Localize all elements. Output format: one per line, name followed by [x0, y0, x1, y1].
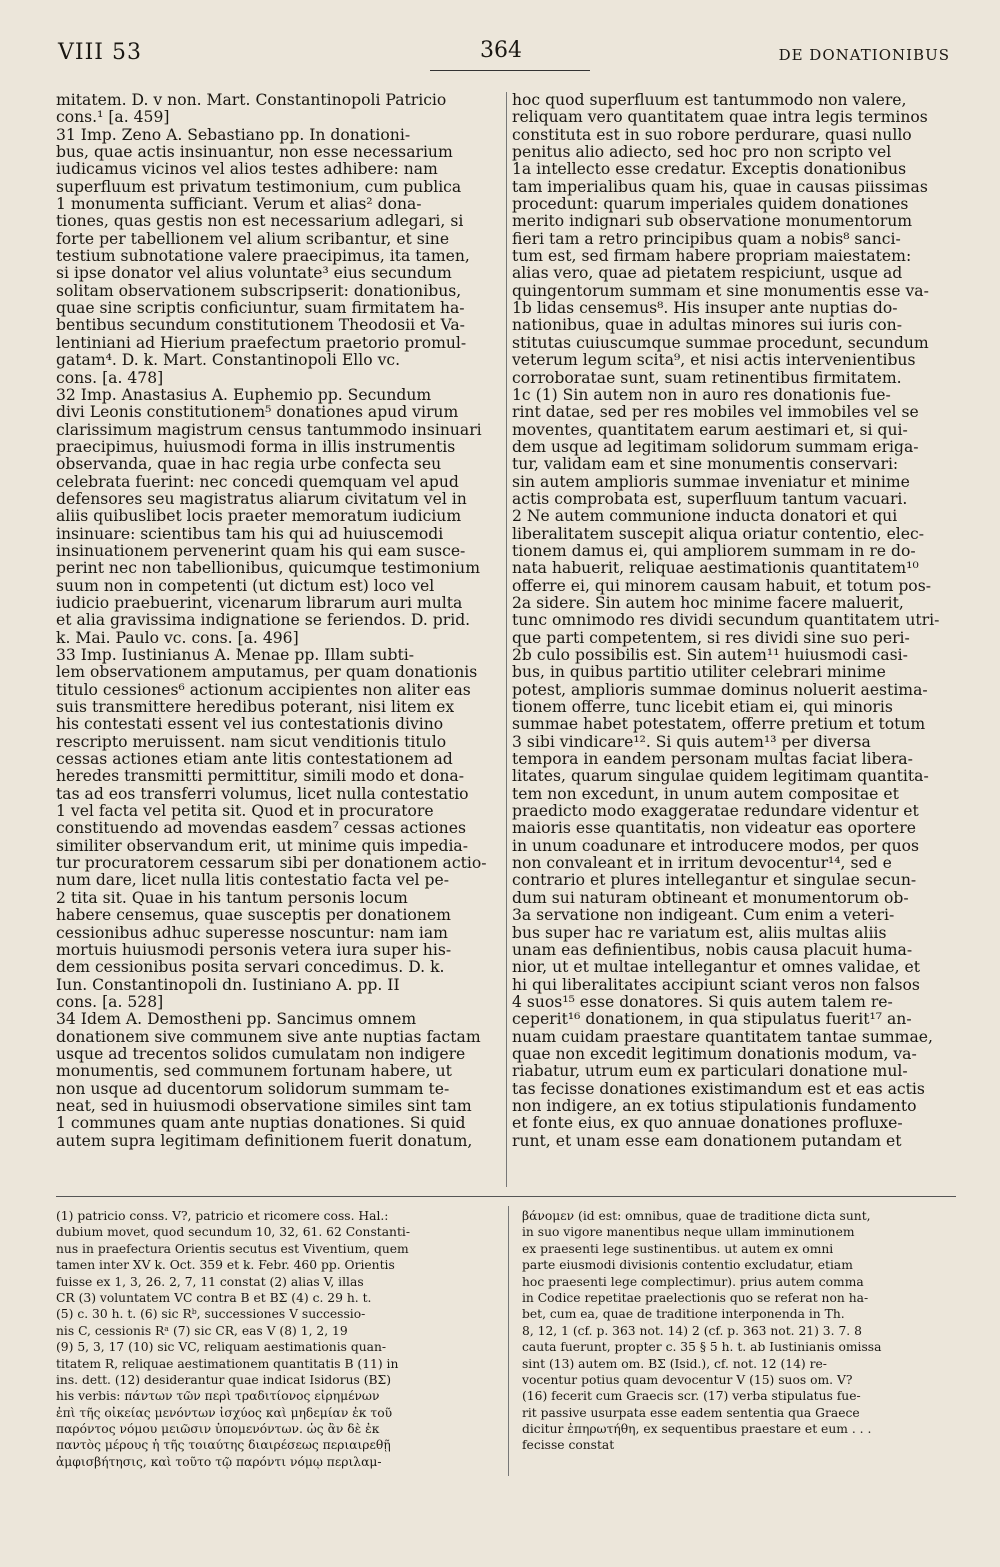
text-line: mortuis huiusmodi personis vetera iura super his- [56, 940, 452, 959]
right-text-column [512, 92, 956, 1150]
footnote-line: ins. dett. (12) desiderantur quae indicat Isidorus (BΣ) [56, 1372, 392, 1387]
text-line: 1 vel facta vel petita sit. Quod et in procuratore [56, 802, 434, 821]
text-line: litates, quarum singulae quidem legitimam quantita- [512, 767, 929, 786]
footnote-line: (9) 5, 3, 17 (10) sic VC, reliquam aestimationis quan- [56, 1340, 387, 1355]
text-line: runt, et unam esse eam donationem putandam et [512, 1131, 902, 1150]
footnote-divider [508, 1206, 509, 1476]
footnote-line: dicitur ἐπηρωτήθη, ex sequentibus praestare et eum . . . [522, 1422, 872, 1437]
footnote-line: in suo vigore manentibus neque ullam imminutionem [522, 1225, 855, 1240]
footnote-line: cauta fuerunt, propter c. 35 § 5 h. t. ab Iustinianis omissa [522, 1340, 882, 1355]
text-line: rescripto meruissent. nam sicut venditionis titulo [56, 732, 447, 751]
text-line: merito indignari sub observatione monumentorum [512, 212, 913, 231]
text-line: penitus alio adiecto, sed hoc pro non scripto vel [512, 143, 892, 162]
text-line: constituendo ad movendas easdem⁷ cessas actiones [56, 819, 466, 838]
text-line: tas ad eos transferri volumus, licet nulla contestatio [56, 784, 469, 803]
footnote-line: nis C, cessionis Rᵃ (7) sic CR, eas V (8) 1, 2, 19 [56, 1323, 348, 1338]
text-line: summae habet potestatem, offerre pretium et totum [512, 715, 926, 734]
text-line: his contestati essent vel ius contestationis divino [56, 715, 444, 734]
footnotes-right-column [522, 1208, 956, 1454]
text-line: iudicio praebuerint, vicenarum librarum auri multa [56, 593, 463, 612]
text-line: veterum legum scita⁹, et nisi actis intervenientibus [512, 351, 916, 370]
header-rule [430, 70, 590, 71]
text-line: solitam observationem subscripserit: donationibus, [56, 281, 462, 300]
text-line: nationibus, quae in adultas minores sui iuris con- [512, 316, 902, 335]
text-line: non indigere, an ex totius stipulationis fundamento [512, 1096, 917, 1115]
text-line: 1a intellecto esse credatur. Exceptis donationibus [512, 160, 907, 179]
text-line: tionem offerre, tunc licebit etiam ei, qui minoris [512, 698, 893, 717]
text-line: et alia gravissima indignatione se feriendos. D. prid. [56, 611, 471, 630]
text-line: insinuare: scientibus tam his qui ad huiuscemodi [56, 524, 444, 543]
text-line: que parti competentem, si res dividi sine suo peri- [512, 628, 910, 647]
text-line: tam imperialibus quam his, quae in causas piissimas [512, 177, 928, 196]
text-line: heredes transmitti permittitur, simili modo et dona- [56, 767, 464, 786]
text-line: bus, in quibus partitio utiliter celebrari minime [512, 663, 886, 682]
text-line: lentiniani ad Hierium praefectum praetorio promul- [56, 333, 467, 352]
text-line: forte per tabellionem vel alium scribantur, et sine [56, 229, 450, 248]
text-line: cons. [a. 528] [56, 992, 164, 1011]
text-line: procedunt: quarum imperiales quidem donationes [512, 195, 909, 214]
footnote-line: nus in praefectura Orientis secutus est Viventium, quem [56, 1241, 409, 1256]
text-line: 3a servatione non indigeant. Cum enim a veteri- [512, 906, 895, 925]
text-line: tas fecisse donationes existimandum est et eas actis [512, 1079, 925, 1098]
text-line: 2 Ne autem communione inducta donatori et qui [512, 507, 898, 526]
text-line: sin autem amplioris summae inveniatur et minime [512, 472, 910, 491]
text-line: maioris esse quantitatis, non videatur eas oportere [512, 819, 916, 838]
text-line: aliis quibuslibet locis praeter memoratum iudicium [56, 507, 462, 526]
text-line: 34 Idem A. Demostheni pp. Sancimus omnem [56, 1010, 417, 1029]
text-line: nuam cuidam praestare quantitatem tantae summae, [512, 1027, 933, 1046]
running-header-left: VIII 53 [58, 40, 142, 65]
text-line: suum non in competenti (ut dictum est) loco vel [56, 576, 435, 595]
running-header-right: DE DONATIONIBUS [778, 46, 950, 64]
text-line: corroboratae sunt, suam retinentibus firmitatem. [512, 368, 902, 387]
left-text-column [56, 92, 501, 1150]
text-line: similiter observandum erit, ut minime quis impedia- [56, 836, 469, 855]
text-line: clarissimum magistrum census tantummodo insinuari [56, 420, 482, 439]
footnote-line: βάνομεν (id est: omnibus, quae de traditione dicta sunt, [522, 1209, 871, 1223]
text-line: 32 Imp. Anastasius A. Euphemio pp. Secundum [56, 385, 432, 404]
text-line: gatam⁴. D. k. Mart. Constantinopoli Ello vc. [56, 351, 401, 370]
text-line: lem observationem amputamus, per quam donationis [56, 663, 478, 682]
text-line: suis transmittere heredibus poterant, nisi litem ex [56, 698, 455, 717]
footnotes-left-column [56, 1208, 500, 1470]
text-line: bus, quae actis insinuantur, non esse necessarium [56, 143, 453, 162]
text-line: 2b culo possibilis est. Sin autem¹¹ huiusmodi casi- [512, 646, 908, 664]
text-line: monumentis, sed communem fortunam habere, ut [56, 1062, 452, 1081]
text-line: donationem sive communem sive ante nuptias factam [56, 1027, 481, 1046]
text-line: si ipse donator vel alius voluntate³ eius secundum [56, 264, 452, 283]
text-line: 1 communes quam ante nuptias donationes. Si quid [56, 1114, 466, 1133]
text-line: tur, validam eam et sine monumentis conservari: [512, 455, 899, 474]
text-line: cessas actiones etiam ante litis contestationem ad [56, 750, 453, 769]
text-line: bus super hac re variatum est, aliis multas aliis [512, 923, 887, 942]
text-line: habere censemus, quae susceptis per donationem [56, 906, 451, 925]
text-line: contrario et plures intellegantur et singulae secun- [512, 871, 917, 890]
footnote-line: parte eiusmodi divisionis contentio excludatur, etiam [522, 1258, 853, 1273]
text-line: actis comprobata est, superfluum tantum vacuari. [512, 489, 908, 508]
text-line: iudicamus vicinos vel alios testes adhibere: nam [56, 160, 438, 179]
footnote-line: his verbis: πάντων τῶν περὶ τραδιτίονος εἰρημένων [56, 1389, 380, 1404]
text-line: titulo cessiones⁶ actionum accipientes non aliter eas [56, 680, 471, 699]
footnote-line: rit passive usurpata esse eadem sententia qua Graece [522, 1405, 860, 1420]
footnote-line: ex praesenti lege sustinentibus. ut autem ex omni [522, 1241, 834, 1256]
text-line: reliquam vero quantitatem quae intra legis terminos [512, 108, 928, 127]
text-line: cons. [a. 478] [56, 368, 164, 387]
text-line: non usque ad ducentorum solidorum summam te- [56, 1079, 450, 1098]
text-line: tunc omnimodo res dividi secundum quantitatem utri- [512, 611, 940, 630]
text-line: usque ad trecentos solidos cumulatam non indigere [56, 1044, 466, 1063]
text-line: hoc quod superfluum est tantummodo non valere, [512, 92, 907, 109]
text-line: quae non excedit legitimum donationis modum, va- [512, 1044, 917, 1063]
footnote-line: CR (3) voluntatem VC contra B et BΣ (4) c. 29 h. t. [56, 1290, 372, 1305]
text-line: superfluum est privatum testimonium, cum publica [56, 177, 462, 196]
text-line: 1c (1) Sin autem non in auro res donationis fue- [512, 385, 891, 404]
text-line: 3 sibi vindicare¹². Si quis autem¹³ per diversa [512, 732, 871, 751]
text-line: bentibus secundum constitutionem Theodosii et Va- [56, 316, 465, 335]
text-line: dem cessionibus posita servari concedimus. D. k. [56, 958, 445, 977]
text-line: num dare, licet nulla litis contestatio facta vel pe- [56, 871, 449, 890]
text-line: fieri tam a retro principibus quam a nobis⁸ sanci- [512, 229, 901, 248]
footnote-line: (16) fecerit cum Graecis scr. (17) verba stipulatus fue- [522, 1389, 861, 1404]
text-line: 2 tita sit. Quae in his tantum personis locum [56, 888, 408, 907]
text-line: celebrata fuerint: nec concedi quemquam vel apud [56, 472, 459, 491]
text-line: et fonte eius, ex quo annuae donationes profluxe- [512, 1114, 903, 1133]
text-line: constituta est in suo robore perdurare, quasi nullo [512, 125, 912, 144]
footnote-line: tamen inter XV k. Oct. 359 et k. Febr. 460 pp. Orientis [56, 1258, 395, 1273]
footnote-line: titatem R, reliquae aestimationem quantitatis B (11) in [56, 1356, 399, 1371]
text-line: autem supra legitimam definitionem fuerit donatum, [56, 1131, 473, 1150]
text-line: offerre ei, qui minorem causam habuit, et totum pos- [512, 576, 931, 595]
text-line: praecipimus, huiusmodi forma in illis instrumentis [56, 437, 456, 456]
footnote-line: sint (13) autem om. BΣ (Isid.), cf. not. 12 (14) re- [522, 1356, 827, 1371]
text-line: in unum coadunare et introducere modos, per quos [512, 836, 919, 855]
text-line: nior, ut et multae intellegantur et omnes validae, et [512, 958, 920, 977]
text-line: praedicto modo exaggeratae redundare videntur et [512, 802, 919, 821]
footnote-line: 8, 12, 1 (cf. p. 363 not. 14) 2 (cf. p. 363 not. 21) 3. 7. 8 [522, 1323, 862, 1338]
text-line: dum sui naturam obtineant et monumentorum ob- [512, 888, 909, 907]
text-line: 31 Imp. Zeno A. Sebastiano pp. In donationi- [56, 125, 411, 144]
text-line: tiones, quas gestis non est necessarium adlegari, si [56, 212, 464, 231]
footnote-line: ἀμφισβήτησις, καὶ τοῦτο τῷ παρόντι νόμῳ περιλαμ- [56, 1454, 382, 1469]
footnote-line: vocentur potius quam devocentur V (15) suos om. V? [522, 1372, 853, 1387]
text-line: testium subnotatione valere praecipimus, ita tamen, [56, 247, 470, 266]
text-line: k. Mai. Paulo vc. cons. [a. 496] [56, 628, 299, 647]
text-line: cessionibus adhuc superesse noscuntur: nam iam [56, 923, 448, 942]
footnote-line: bet, cum ea, quae de traditione interponenda in Th. [522, 1307, 845, 1322]
text-line: insinuationem pervenerint quam his qui eam susce- [56, 541, 466, 560]
text-line: cons.¹ [a. 459] [56, 108, 170, 127]
text-line: 1b lidas censemus⁸. His insuper ante nuptias do- [512, 299, 898, 318]
footnote-line: dubium movet, quod secundum 10, 32, 61. 62 Constanti- [56, 1225, 410, 1240]
text-line: potest, amplioris summae dominus noluerit aestima- [512, 680, 928, 699]
text-line: tur procuratorem cessarum sibi per donationem actio- [56, 854, 487, 873]
text-line: ceperit¹⁶ donationem, in qua stipulatus fuerit¹⁷ an- [512, 1010, 912, 1029]
text-line: 1 monumenta sufficiant. Verum et alias² dona- [56, 195, 422, 214]
text-line: 4 suos¹⁵ esse donatores. Si quis autem talem re- [512, 992, 893, 1011]
text-line: alias vero, quae ad pietatem respiciunt, usque ad [512, 264, 903, 283]
footnote-line: hoc praesenti lege complectimur). prius autem comma [522, 1274, 864, 1289]
page-number: 364 [480, 38, 522, 63]
text-line: 2a sidere. Sin autem hoc minime facere maluerit, [512, 593, 904, 612]
footnote-line: παρόντος νόμου μειῶσιν ὑπομενόντων. ὡς ἂν δὲ ἐκ [56, 1422, 380, 1437]
text-line: Iun. Constantinopoli dn. Iustiniano A. pp. II [56, 975, 400, 994]
footnote-line: fuisse ex 1, 3, 26. 2, 7, 11 constat (2) alias V, illas [56, 1274, 364, 1289]
footnote-line: (5) c. 30 h. t. (6) sic Rᵇ, successiones V successio- [56, 1307, 366, 1322]
text-line: moventes, quantitatem earum aestimari et, si qui- [512, 420, 908, 439]
text-line: quae sine scriptis conficiuntur, suam firmitatem ha- [56, 299, 465, 318]
footnote-line: in Codice repetitae praelectionis quo se referat non ha- [522, 1290, 869, 1305]
footnote-line: παντὸς μέρους ἡ τῆς τοιαύτης διαιρέσεως περιαιρεθῇ [56, 1438, 391, 1453]
text-line: defensores seu magistratus aliarum civitatum vel in [56, 489, 467, 508]
text-line: mitatem. D. v non. Mart. Constantinopoli Patricio [56, 92, 447, 109]
footnote-line: ἐπὶ τῆς οἰκείας μενόντων ἰσχύος καὶ μηδεμίαν ἐκ τοῦ [56, 1405, 393, 1420]
text-line: unam eas definientibus, nobis causa placuit huma- [512, 940, 913, 959]
text-line: tem non excedunt, in unum autem compositae et [512, 784, 899, 803]
footnote-line: (1) patricio conss. V?, patricio et ricomere coss. Hal.: [56, 1209, 389, 1223]
text-line: non convaleant et in irritum devocentur¹⁴, sed e [512, 854, 892, 873]
text-line: quingentorum summam et sine monumentis esse va- [512, 281, 929, 300]
text-line: tum est, sed firmam habere propriam maiestatem: [512, 247, 912, 266]
text-line: hi qui liberalitates accipiunt sciant veros non falsos [512, 975, 920, 994]
text-line: tionem damus ei, qui ampliorem summam in re do- [512, 541, 916, 560]
text-line: tempora in eandem personam multas faciat libera- [512, 750, 913, 769]
text-line: divi Leonis constitutionem⁵ donationes apud virum [56, 403, 459, 422]
text-line: dem usque ad legitimam solidorum summam eriga- [512, 437, 919, 456]
column-divider [506, 92, 507, 1187]
text-line: rint datae, sed per res mobiles vel immobiles vel se [512, 403, 919, 422]
text-line: nata habuerit, reliquae aestimationis quantitatem¹⁰ [512, 559, 919, 578]
text-line: liberalitatem suscepit aliqua oriatur contentio, elec- [512, 524, 925, 543]
text-line: observanda, quae in hac regia urbe confecta seu [56, 455, 442, 474]
text-line: 33 Imp. Iustinianus A. Menae pp. Illam subti- [56, 646, 414, 664]
text-line: riabatur, utrum eum ex particulari donatione mul- [512, 1062, 908, 1081]
footnote-line: fecisse constat [522, 1438, 615, 1453]
text-line: perint nec non tabellionibus, quicumque testimonium [56, 559, 480, 578]
text-line: stitutas cuiuscumque summae procedunt, secundum [512, 333, 929, 352]
text-line: neat, sed in huiusmodi observatione similes sint tam [56, 1096, 472, 1115]
footnote-rule [56, 1196, 956, 1197]
